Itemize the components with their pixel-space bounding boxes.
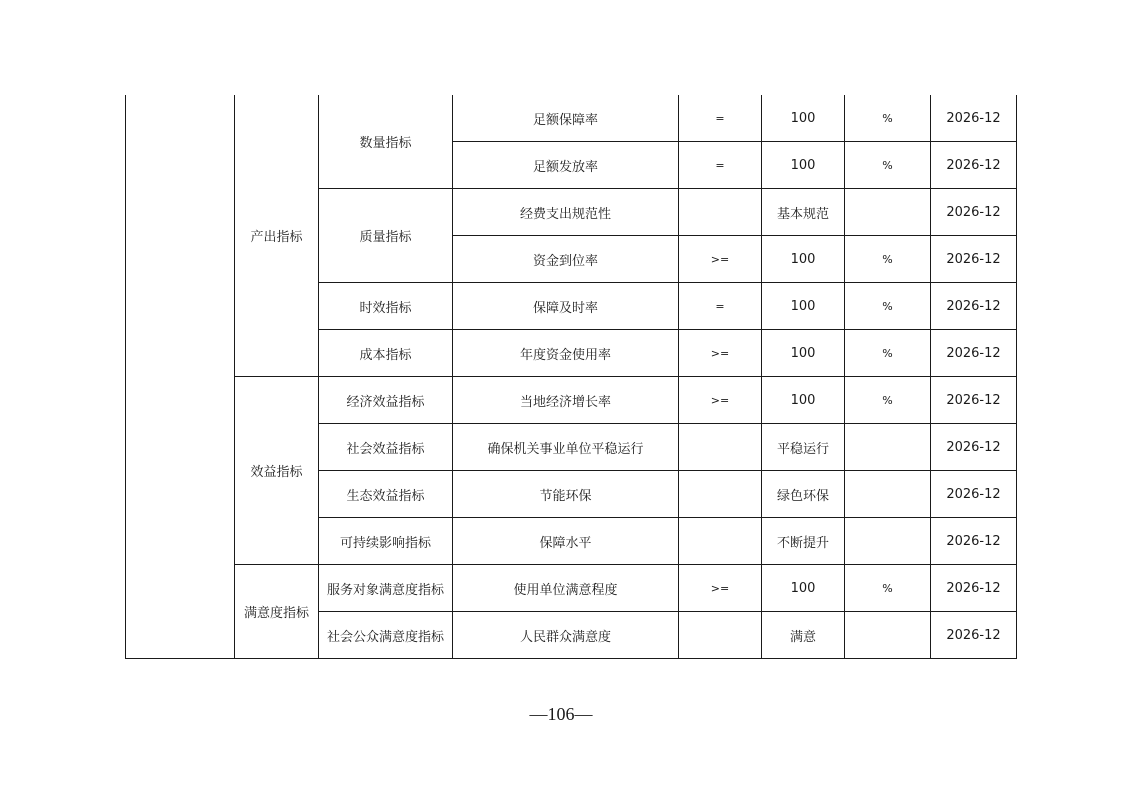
level3-cell: 年度资金使用率 — [453, 330, 679, 377]
level3-cell: 保障水平 — [453, 518, 679, 565]
deadline-cell: 2026-12 — [931, 471, 1017, 518]
operator-cell — [679, 424, 762, 471]
unit-cell: % — [845, 236, 931, 283]
level3-cell: 足额发放率 — [453, 142, 679, 189]
unit-cell: % — [845, 330, 931, 377]
deadline-cell: 2026-12 — [931, 283, 1017, 330]
deadline-cell: 2026-12 — [931, 377, 1017, 424]
operator-cell — [679, 518, 762, 565]
operator-cell: >= — [679, 565, 762, 612]
operator-cell: >= — [679, 377, 762, 424]
target-value-cell: 100 — [762, 565, 845, 612]
level1-output-cell: 产出指标 — [235, 95, 319, 377]
deadline-cell: 2026-12 — [931, 565, 1017, 612]
target-value-cell: 100 — [762, 236, 845, 283]
operator-cell: >= — [679, 330, 762, 377]
level3-cell: 资金到位率 — [453, 236, 679, 283]
level3-cell: 确保机关事业单位平稳运行 — [453, 424, 679, 471]
level3-cell: 当地经济增长率 — [453, 377, 679, 424]
target-value-cell: 100 — [762, 95, 845, 142]
target-value-cell: 100 — [762, 330, 845, 377]
level2-cell: 社会公众满意度指标 — [319, 612, 453, 659]
operator-cell: >= — [679, 236, 762, 283]
level3-cell: 保障及时率 — [453, 283, 679, 330]
level2-cell: 可持续影响指标 — [319, 518, 453, 565]
level2-cell: 数量指标 — [319, 95, 453, 189]
unit-cell: % — [845, 565, 931, 612]
table-row — [126, 565, 1017, 612]
deadline-cell: 2026-12 — [931, 189, 1017, 236]
level2-cell: 服务对象满意度指标 — [319, 565, 453, 612]
unit-cell: % — [845, 95, 931, 142]
table-row — [126, 95, 1017, 142]
deadline-cell: 2026-12 — [931, 142, 1017, 189]
deadline-cell: 2026-12 — [931, 518, 1017, 565]
deadline-cell: 2026-12 — [931, 236, 1017, 283]
level2-cell: 社会效益指标 — [319, 424, 453, 471]
target-value-cell: 满意 — [762, 612, 845, 659]
target-value-cell: 100 — [762, 377, 845, 424]
unit-cell — [845, 612, 931, 659]
level3-cell: 节能环保 — [453, 471, 679, 518]
deadline-cell: 2026-12 — [931, 612, 1017, 659]
target-value-cell: 100 — [762, 142, 845, 189]
level3-cell: 使用单位满意程度 — [453, 565, 679, 612]
table-row — [126, 377, 1017, 424]
deadline-cell: 2026-12 — [931, 424, 1017, 471]
unit-cell — [845, 471, 931, 518]
level1-benefit-cell: 效益指标 — [235, 377, 319, 565]
operator-cell — [679, 612, 762, 659]
unit-cell: % — [845, 142, 931, 189]
level3-cell: 经费支出规范性 — [453, 189, 679, 236]
operator-cell: = — [679, 283, 762, 330]
unit-cell — [845, 189, 931, 236]
page-number: —106— — [529, 704, 593, 724]
performance-indicator-table — [125, 95, 1017, 659]
deadline-cell: 2026-12 — [931, 95, 1017, 142]
operator-cell: = — [679, 142, 762, 189]
level2-cell: 质量指标 — [319, 189, 453, 283]
operator-cell: = — [679, 95, 762, 142]
unit-cell: % — [845, 377, 931, 424]
target-value-cell: 绿色环保 — [762, 471, 845, 518]
unit-cell: % — [845, 283, 931, 330]
operator-cell — [679, 189, 762, 236]
unit-cell — [845, 424, 931, 471]
project-cell — [126, 95, 235, 659]
operator-cell — [679, 471, 762, 518]
target-value-cell: 不断提升 — [762, 518, 845, 565]
deadline-cell: 2026-12 — [931, 330, 1017, 377]
level2-cell: 经济效益指标 — [319, 377, 453, 424]
level2-cell: 时效指标 — [319, 283, 453, 330]
level3-cell: 足额保障率 — [453, 95, 679, 142]
level2-cell: 成本指标 — [319, 330, 453, 377]
target-value-cell: 100 — [762, 283, 845, 330]
target-value-cell: 平稳运行 — [762, 424, 845, 471]
target-value-cell: 基本规范 — [762, 189, 845, 236]
unit-cell — [845, 518, 931, 565]
level1-satisfaction-cell: 满意度指标 — [235, 565, 319, 659]
level3-cell: 人民群众满意度 — [453, 612, 679, 659]
level2-cell: 生态效益指标 — [319, 471, 453, 518]
